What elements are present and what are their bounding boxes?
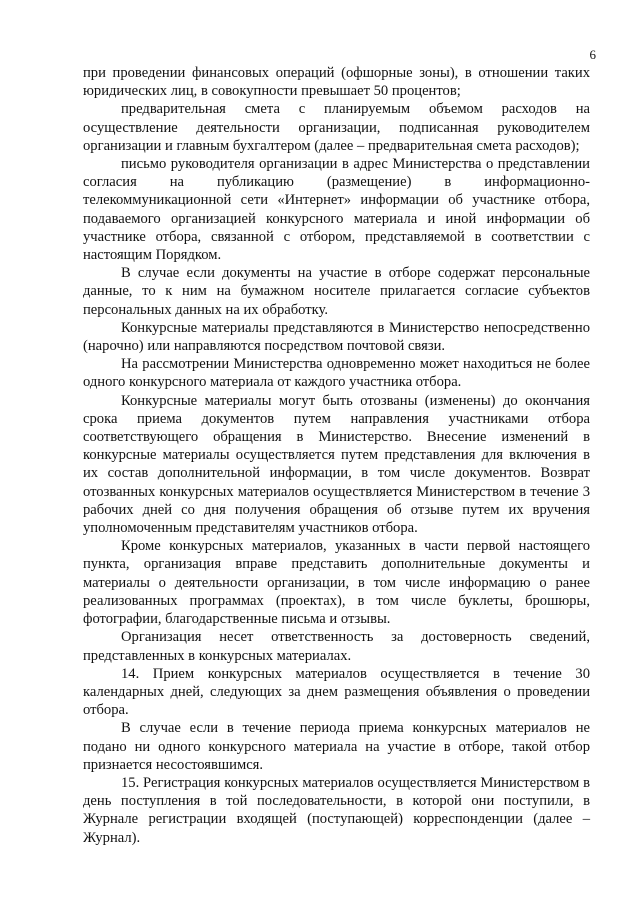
paragraph-preliminary-estimate: предварительная смета с планируемым объемом расходов на осуществление деятельности организации, подписанная руководителем организации и главным бухгалтером (далее – предварительная смета расходов); (83, 101, 590, 154)
paragraph-failed-selection: В случае если в течение периода приема конкурсных материалов не подано ни одного конкурсного материала на участие в отборе, такой отбор признается несостоявшимся. (83, 720, 590, 773)
paragraph-responsibility: Организация несет ответственность за достоверность сведений, представленных в конкурсных материалах. (83, 629, 590, 664)
paragraph-personal-data-consent: В случае если документы на участие в отборе содержат персональные данные, то к ним на бумажном носителе прилагается согласие субъектов персональных данных на их обработку. (83, 265, 590, 318)
paragraph-additional-documents: Кроме конкурсных материалов, указанных в части первой настоящего пункта, организация вправе представить дополнительные документы и материалы о деятельности организации, в том числе информацию о ранее реализованных программах (проектах), в том числе буклеты, брошюры, фотографии, благодарственные письма и отзывы. (83, 538, 590, 628)
page-number: 6 (589, 47, 596, 62)
paragraph-offshore-continuation: при проведении финансовых операций (офшорные зоны), в отношении таких юридических лиц, в совокупности превышает 50 процентов; (83, 65, 590, 100)
paragraph-submission-method: Конкурсные материалы представляются в Министерство непосредственно (нарочно) или направляются посредством почтовой связи. (83, 319, 590, 355)
document-body (83, 64, 590, 847)
paragraph-withdrawal-changes: Конкурсные материалы могут быть отозваны (изменены) до окончания срока приема документов путем направления участниками отбора соответствующего обращения в Министерство. Внесение изменений в конкурсные материалы осуществляется путем представления для включения в их состав дополнительной информации, в том числе документов. Возврат отозванных конкурсных материалов осуществляется Министерством в течение 3 рабочих дней со дня получения обращения об отзыве путем их вручения уполномоченным представителям участников отбора. (83, 392, 590, 537)
paragraph-publication-consent-letter: письмо руководителя организации в адрес Министерства о представлении согласия на публикацию (размещение) в информационно-телекоммуникационной сети «Интернет» информации об участнике отбора, подаваемого организацией конкурсного материала и иной информации об участнике отбора, связанной с отбором, представляемой в соответствии с настоящим Порядком. (83, 156, 590, 264)
paragraph-section-14-acceptance-period: 14. Прием конкурсных материалов осуществляется в течение 30 календарных дней, следующих за днем размещения объявления о проведении отбора. (83, 665, 590, 719)
paragraph-one-material-limit: На рассмотрении Министерства одновременно может находиться не более одного конкурсного материала от каждого участника отбора. (83, 356, 590, 391)
paragraph-section-15-registration: 15. Регистрация конкурсных материалов осуществляется Министерством в день поступления в той последовательности, в которой они поступили, в Журнале регистрации входящей (поступающей) корреспонденции (далее – Журнал). (83, 774, 590, 846)
